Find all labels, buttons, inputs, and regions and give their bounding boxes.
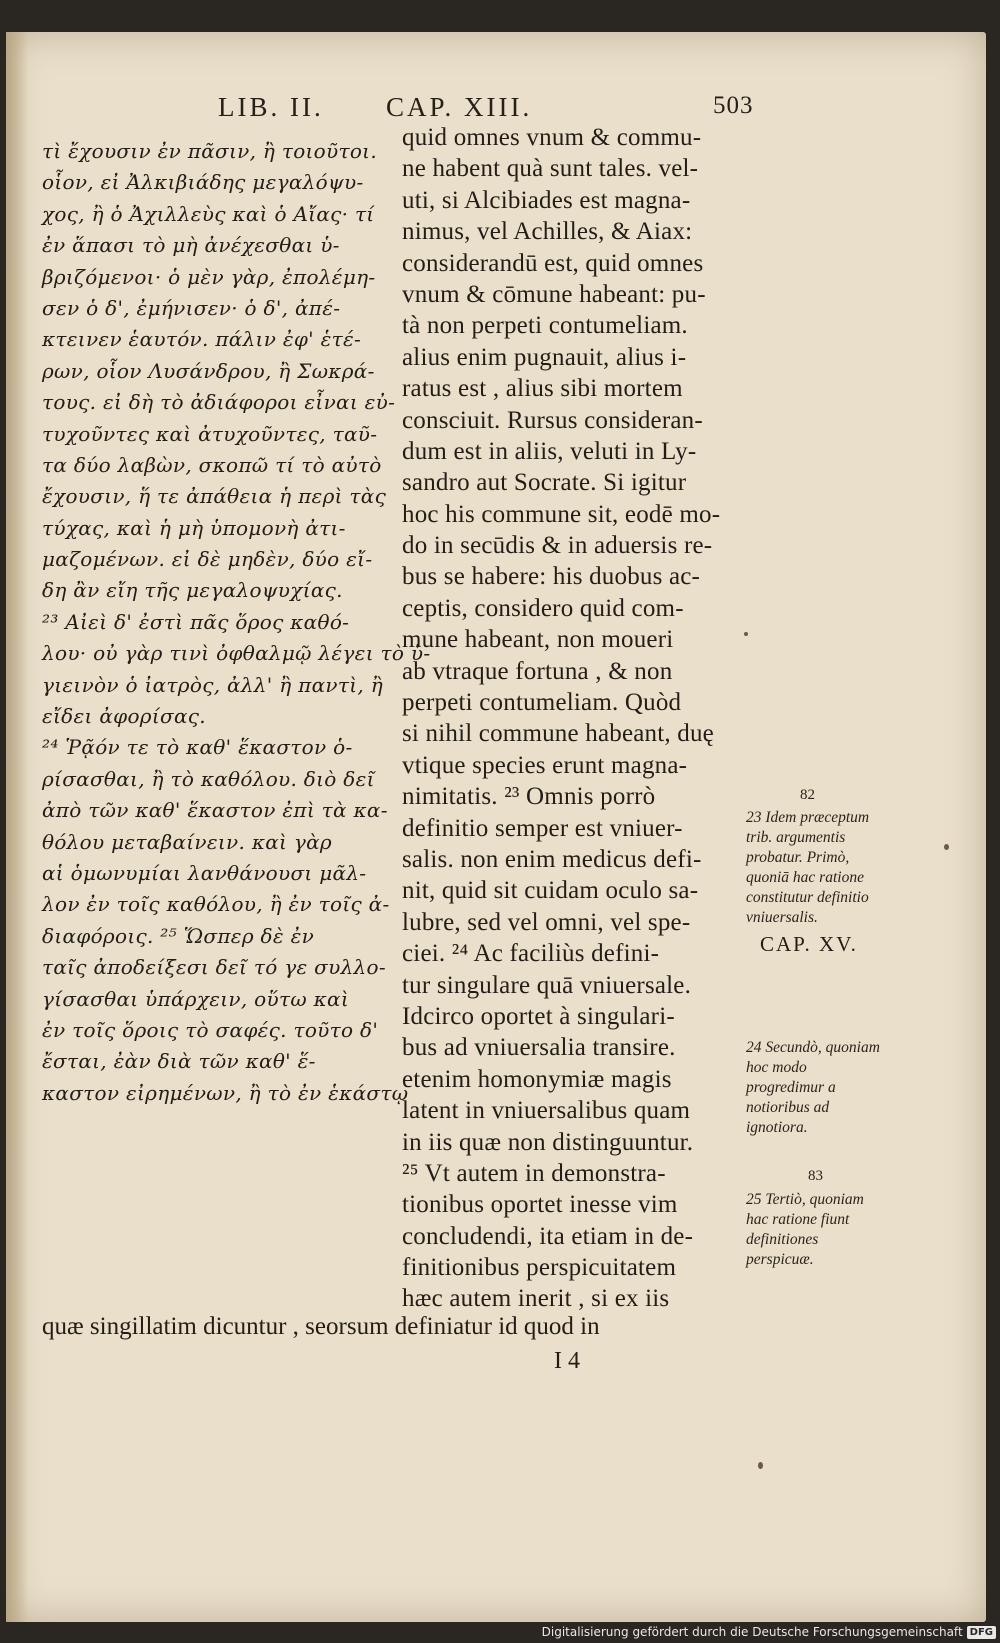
dfg-logo: DFG xyxy=(967,1626,996,1639)
latin-text-line: alius enim pugnauit, alius i- xyxy=(402,343,687,371)
latin-text-line: vnum & cōmune habeant: pu- xyxy=(402,280,706,308)
marginal-note-24: 24 Secundò, quoniam hoc modo progredimur a notioribus ad ignotiora. xyxy=(746,1039,880,1136)
greek-text-line: λον ἐν τοῖς καθόλου, ἢ ἐν τοῖς ἀ- xyxy=(42,892,390,917)
latin-text-line: bus se habere: his duobus ac- xyxy=(402,563,701,591)
latin-text-line: hoc his commune sit, eodē mo- xyxy=(402,500,721,528)
latin-text-line: sandro aut Socrate. Si igitur xyxy=(402,469,687,497)
digitization-credit: Digitalisierung gefördert durch die Deutsche Forschungsgemeinschaft xyxy=(541,1625,963,1639)
latin-text-line: ratus est , alius sibi mortem xyxy=(402,375,683,403)
greek-text-line: ἐν τοῖς ὅροις τὸ σαφές. τοῦτο δ' xyxy=(42,1017,379,1042)
greek-text-line: τὶ ἔχουσιν ἐν πᾶσιν, ἢ τοιοῦτοι. xyxy=(42,139,377,163)
latin-text-line: definitio semper est vniuer- xyxy=(402,814,683,842)
page-number: 503 xyxy=(713,92,754,119)
book-label: LIB. II. xyxy=(218,92,324,122)
latin-text-line: tionibus oportet inesse vim xyxy=(402,1191,678,1219)
greek-text-line: ταῖς ἀποδείξεσι δεῖ τό γε συλλο- xyxy=(42,955,386,980)
latin-text-line: dum est in aliis, veluti in Ly- xyxy=(402,437,697,465)
latin-text-line: latent in vniuersalibus quam xyxy=(402,1097,691,1125)
full-width-text-line: quæ singillatim dicuntur , seorsum definiatur id quod in xyxy=(42,1313,600,1340)
latin-text-line: tà non perpeti contumeliam. xyxy=(402,312,688,340)
latin-text-line: concludendi, ita etiam in de- xyxy=(402,1222,694,1250)
digitization-footer xyxy=(542,1623,996,1641)
paper-speck xyxy=(944,844,949,850)
latin-text-line: hæc autem inerit , si ex iis xyxy=(402,1285,670,1313)
greek-text-line: ρίσασθαι, ἢ τὸ καθόλου. διὸ δεῖ xyxy=(42,766,375,791)
greek-text-line: ἀπὸ τῶν καθ' ἕκαστον ἐπὶ τὰ κα- xyxy=(42,798,388,823)
latin-text-line: nimitatis. ²³ Omnis porrò xyxy=(402,783,656,811)
greek-text-line: καστον εἰρημένων, ἢ τὸ ἐν ἑκάστῳ xyxy=(42,1080,409,1105)
greek-text-line: δη ἂν εἴη τῆς μεγαλοψυχίας. xyxy=(42,578,343,603)
marginal-chapter-mark: CAP. XV. xyxy=(760,932,858,956)
greek-text-line: σεν ὁ δ', ἐμήνισεν· ὁ δ', ἀπέ- xyxy=(42,295,341,320)
latin-text-line: tur singulare quā vniuersale. xyxy=(402,971,692,999)
latin-text-line: etenim homonymiæ magis xyxy=(402,1065,672,1093)
greek-text-line: θόλου μεταβαίνειν. καὶ γὰρ xyxy=(42,829,332,854)
latin-text-line: bus ad vniuersalia transire. xyxy=(402,1034,676,1062)
marginal-note-23: 23 Idem præceptum trib. argumentis probatur. Primò, quoniā hac ratione constitutur definitio vniuersalis. xyxy=(746,809,870,926)
greek-text-line: τυχοῦντες καὶ ἀτυχοῦντες, ταῦ- xyxy=(42,421,378,446)
latin-text-line: ne habent quà sunt tales. vel- xyxy=(402,155,699,183)
latin-text-line: lubre, sed vel omni, vel spe- xyxy=(402,908,691,936)
latin-text-line: vtique species erunt magna- xyxy=(402,751,688,779)
latin-text-line: finitionibus perspicuitatem xyxy=(402,1254,677,1282)
latin-text-column xyxy=(402,122,752,1315)
latin-text-line: do in secūdis & in aduersis re- xyxy=(402,532,713,560)
signature-mark: I 4 xyxy=(554,1348,580,1374)
greek-text-line: τους. εἰ δὴ τὸ ἀδιάφοροι εἶναι εὐ- xyxy=(42,390,396,415)
latin-text-line: si nihil commune habeant, duę xyxy=(402,720,714,748)
greek-text-line: μαζομένων. εἰ δὲ μηδὲν, δύο εἴ- xyxy=(42,547,373,572)
greek-text-line: ρων, οἷον Λυσάνδρου, ἢ Σωκρά- xyxy=(42,358,375,383)
greek-text-line: οἷον, εἰ Ἀλκιβιάδης μεγαλόψυ- xyxy=(42,170,364,195)
greek-text-line: τύχας, καὶ ἡ μὴ ὑπομονὴ ἀτι- xyxy=(42,515,346,540)
latin-text-line: mune habeant, non moueri xyxy=(402,626,674,654)
margin-number-82: 82 xyxy=(800,787,815,803)
latin-text-line: nit, quid sit cuidam oculo sa- xyxy=(402,877,699,905)
marginal-note-25: 25 Tertiò, quoniam hac ratione fiunt definitiones perspicuæ. xyxy=(746,1191,864,1268)
latin-text-line: quid omnes vnum & commu- xyxy=(402,124,702,151)
greek-text-line: διαφόροις. ²⁵ Ὥσπερ δὲ ἐν xyxy=(42,923,315,948)
latin-text-line: nimus, vel Achilles, & Aiax: xyxy=(402,218,693,246)
greek-text-line: εἴδει ἀφορίσας. xyxy=(42,704,206,729)
greek-text-line: ἔσται, ἐὰν διὰ τῶν καθ' ἕ- xyxy=(42,1049,316,1074)
latin-text-line: ceptis, considero quid com- xyxy=(402,594,684,622)
greek-text-line: αἱ ὁμωνυμίαι λανθάνουσι μᾶλ- xyxy=(42,860,367,885)
greek-text-column xyxy=(42,136,431,1109)
latin-text-line: ²⁵ Vt autem in demonstra- xyxy=(402,1159,666,1187)
latin-text-line: Idcirco oportet à singulari- xyxy=(402,1002,675,1030)
greek-text-line: ²⁴ Ῥᾷόν τε τὸ καθ' ἕκαστον ὁ- xyxy=(42,735,353,760)
margin-number-83: 83 xyxy=(808,1168,823,1184)
latin-text-line: ab vtraque fortuna , & non xyxy=(402,657,673,685)
greek-text-line: ²³ Αἰεὶ δ' ἐστὶ πᾶς ὅρος καθό- xyxy=(42,609,350,634)
greek-text-line: χος, ἢ ὁ Ἀχιλλεὺς καὶ ὁ Αἴας· τί xyxy=(42,201,375,226)
latin-text-line: perpeti contumeliam. Quòd xyxy=(402,689,682,717)
greek-text-line: βριζόμενοι· ὁ μὲν γὰρ, ἐπολέμη- xyxy=(42,264,376,289)
paper-speck xyxy=(758,1462,763,1469)
chapter-label: CAP. XIII. xyxy=(386,92,533,122)
greek-text-line: γίσασθαι ὑπάρχειν, οὕτω καὶ xyxy=(42,986,349,1011)
latin-text-line: considerandū est, quid omnes xyxy=(402,249,704,277)
latin-text-line: salis. non enim medicus defi- xyxy=(402,845,702,873)
greek-text-line: κτεινεν ἑαυτόν. πάλιν ἐφ' ἑτέ- xyxy=(42,327,362,352)
greek-text-line: γιεινὸν ὁ ἰατρὸς, ἀλλ' ἢ παντὶ, ἢ xyxy=(42,672,383,697)
greek-text-line: λου· οὐ γὰρ τινὶ ὀφθαλμῷ λέγει τὸ ὑ- xyxy=(42,641,431,666)
latin-text-line: ciei. ²⁴ Ac faciliùs defini- xyxy=(402,940,660,968)
greek-text-line: ἐν ἅπασι τὸ μὴ ἀνέχεσθαι ὑ- xyxy=(42,233,340,258)
greek-text-line: ἔχουσιν, ἥ τε ἀπάθεια ἡ περὶ τὰς xyxy=(42,484,387,509)
latin-text-line: in iis quæ non distinguuntur. xyxy=(402,1128,694,1156)
latin-text-line: uti, si Alcibiades est magna- xyxy=(402,186,691,214)
latin-text-line: consciuit. Rursus consideran- xyxy=(402,406,703,434)
greek-text-line: τα δύο λαβὼν, σκοπῶ τί τὸ αὐτὸ xyxy=(42,452,382,477)
